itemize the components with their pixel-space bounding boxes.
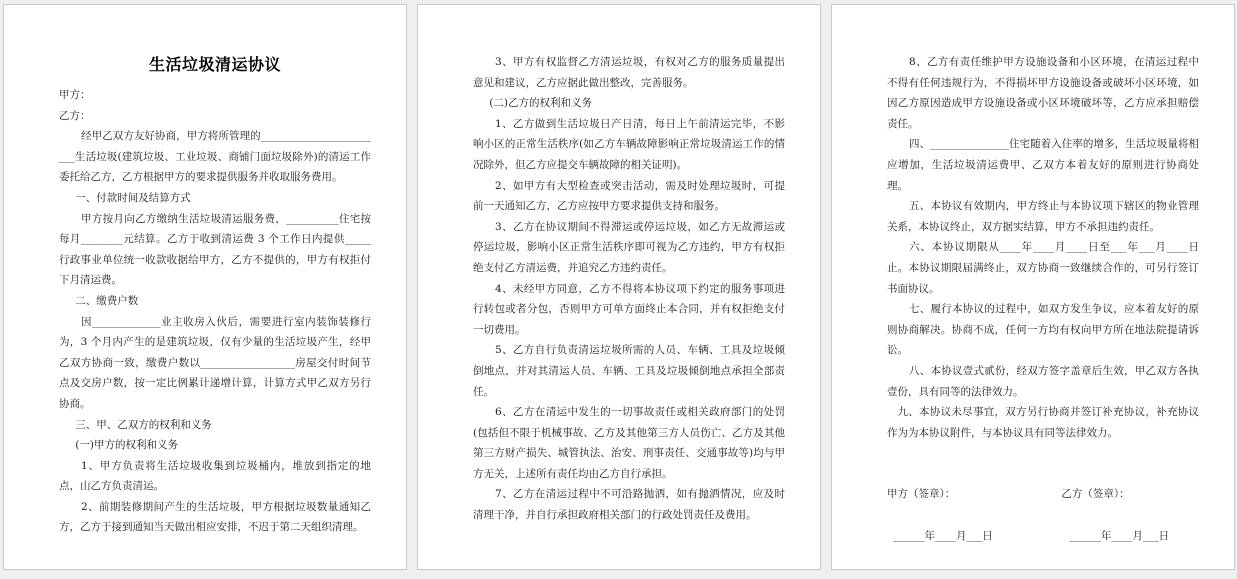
- paragraph: (二)乙方的权利和义务: [489, 97, 592, 110]
- page-2-content: [473, 52, 785, 526]
- paragraph: 1、乙方做到生活垃圾日产日清，每日上午前清运完毕，不影响小区的正常生活秩序(如乙方车辆故障影响正常垃圾清运工作的情况除外，但乙方应提交车辆故障的相关证明)。: [473, 117, 785, 171]
- paragraph: 8、乙方有责任维护甲方设施设备和小区环境，在清运过程中不得有任何违规行为，不得损坏甲方设施设备或破坏小区环境，如因乙方原因造成甲方设施设备或小区环境破坏等，乙方应承担赔偿责任。: [887, 56, 1199, 130]
- paragraph: 五、本协议有效期内，甲方终止与本协议项下辖区的物业管理关系，本协议终止，双方据实结算，甲方不承担违约责任。: [887, 200, 1199, 233]
- party-b-date-blank: ______年____月___日: [1069, 529, 1170, 542]
- paragraph: (一)甲方的权利和义务: [75, 439, 178, 452]
- paragraph: 一、付款时间及结算方式: [75, 191, 191, 204]
- paragraph: 经甲乙双方友好协商，甲方将所管理的________________________生活垃圾(建筑垃圾、工业垃圾、商铺门面垃圾除外)的清运工作委托给乙方，乙方根据甲方的要求提供服务并收取服务费用。: [59, 130, 371, 184]
- paragraph: 六、本协议期限从____年____月____日至___年___月____日止。本协议期限届满终止，双方协商一致继续合作的，可另行签订书面协议。: [887, 241, 1199, 295]
- document-page-2: [417, 4, 821, 570]
- paragraph: 甲方按月向乙方缴纳生活垃圾清运服务费，__________住宅按每月________元结算。乙方于收到清运费 3 个工作日内提供_____行政事业单位统一收款收据给甲方，乙方不提供的，甲方有权拒付下月清运费。: [59, 212, 371, 287]
- party-b-seal-label: 乙方（签章）：: [1061, 488, 1130, 501]
- paragraph: 4、未经甲方同意，乙方不得将本协议项下约定的服务事项进行转包或者分包，否则甲方可单方面终止本合同，并有权拒绝支付一切费用。: [473, 282, 785, 336]
- paragraph: 5、乙方自行负责清运垃圾所需的人员、车辆、工具及垃圾倾倒地点，并对其清运人员、车辆、工具及垃圾倾倒地点承担全部责任。: [473, 344, 785, 398]
- paragraph: 7、乙方在清运过程中不可沿路抛洒，如有抛洒情况，应及时清理干净，并自行承担政府相关部门的行政处罚责任及费用。: [473, 488, 785, 522]
- party-a-seal-label: 甲方（签章）：: [887, 488, 956, 501]
- page-3-content: [887, 52, 1199, 443]
- document-page-1: [3, 4, 407, 570]
- paragraph: 四、_______________住宅随着入住率的增多，生活垃圾量将相应增加，生活垃圾清运费甲、乙双方本着友好的原则进行协商处理。: [887, 138, 1199, 192]
- paragraph: 九、本协议未尽事宜，双方另行协商并签订补充协议，补充协议作为为本协议附件，与本协议具有同等法律效力。: [887, 406, 1199, 439]
- signature-date-row: [887, 526, 1199, 547]
- paragraph: 八、本协议壹式贰份，经双方签字盖章后生效，甲乙双方各执壹份，具有同等的法律效力。: [887, 364, 1199, 398]
- document-title: 生活垃圾清运协议: [148, 55, 281, 74]
- paragraph: 因_____________业主收房入伙后，需要进行室内装饰装修行为，3 个月内产生的是建筑垃圾，仅有少量的生活垃圾产生，经甲乙双方协商一致，缴费户数以__________________房屋交付时间节点及交房户数，按一定比例累计递增计算，计算方式甲乙双方另行协商。: [59, 315, 371, 410]
- paragraph: 2、如甲方有大型检查或突击活动，需及时处理垃圾时，可提前一天通知乙方，乙方应按甲方要求提供支持和服务。: [473, 179, 785, 213]
- paragraph: 甲方：: [59, 89, 91, 101]
- paragraph: 6、乙方在清运中发生的一切事故责任或相关政府部门的处罚(包括但不限于机械事故、乙方及其他第三方人员伤亡、乙方及其他第三方财产损失、城管执法、治安、刑事责任、交通事故等)均与甲方无关，上述所有责任均由乙方自行承担。: [473, 406, 785, 480]
- party-a-date-blank: ______年____月___日: [893, 529, 993, 542]
- signature-row: [887, 484, 1199, 505]
- paragraph: 1、甲方负责将生活垃圾收集到垃圾桶内，堆放到指定的地点，山乙方负责清运。: [59, 459, 371, 493]
- paragraph: 二、缴费户数: [75, 294, 139, 307]
- paragraph: 三、甲、乙双方的权利和义务: [75, 418, 212, 431]
- paragraph: 2、前期装修期间产生的生活垃圾，甲方根据垃圾数量通知乙方，乙方于接到通知当天做出相应安排，不迟于第二天组织清理。: [59, 500, 371, 534]
- paragraph: 3、乙方在协议期间不得滞运或停运垃圾，如乙方无故滞运或停运垃圾，影响小区正常生活秩序即可视为乙方违约，甲方有权拒绝支付乙方清运费，并追究乙方违约责任。: [473, 220, 785, 274]
- document-page-3: [831, 4, 1235, 570]
- page-1-content: [59, 85, 371, 538]
- paragraph: 3、甲方有权监督乙方清运垃圾，有权对乙方的服务质量提出意见和建议，乙方应据此做出整改，完善服务。: [473, 56, 785, 89]
- paragraph: 乙方：: [59, 109, 91, 122]
- paragraph: 七、履行本协议的过程中，如双方发生争议，应本着友好的原则协商解决。协商不成，任何一方均有权向甲方所在地法院提请诉讼。: [887, 303, 1199, 357]
